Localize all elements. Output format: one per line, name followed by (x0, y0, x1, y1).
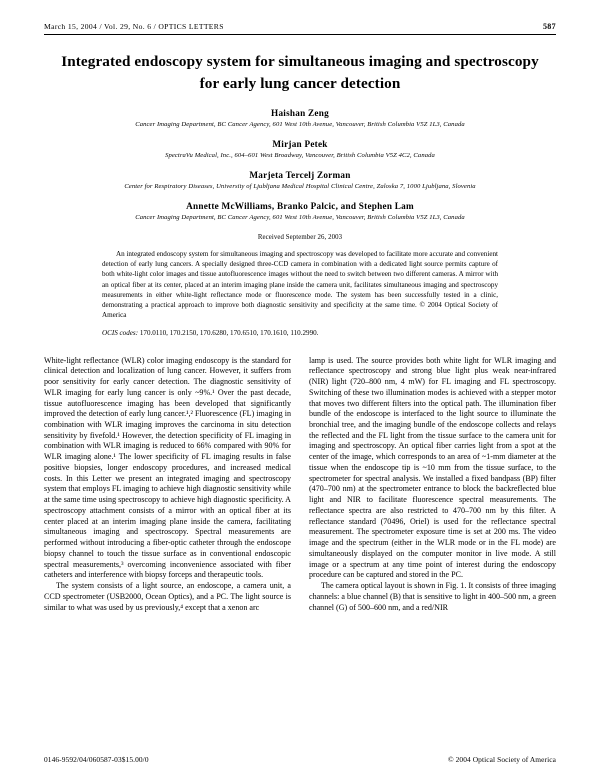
page-footer (44, 755, 556, 764)
page-title: Integrated endoscopy system for simultaneous imaging and spectroscopy for early lung cancer detection (61, 53, 539, 92)
page-number: 587 (542, 22, 556, 31)
author-affiliation: Center for Respiratory Diseases, University of Ljubljana Medical Hospital Clinical Centre, Zaloska 7, 1000 Ljubljana, Slovenia (124, 182, 476, 190)
body-paragraph: lamp is used. The source provides both white light for WLR imaging and reflectance spectroscopy and strong blue light plus weak near-infrared (NIR) light (720–800 nm, 4 mW) for FL imaging and FL spectroscopy. Switching of these two illumination modes is achieved with a stepper motor that moves two different filters into the optical path. The illumination fiber bundle of the endoscope is interfaced to the light source to illuminate the bronchial tree, and the imaging bundle of the endoscope collects and relays the reflected and the FL light from the tissue surface to the camera unit for imaging and spectroscopy. An optical fiber carries light from a spot at the center of the image, which corresponds to an area of ~1-mm diameter at the tissue when the endoscope tip is ~10 mm from the tissue surface, to the spectrometer for spectral analysis. We installed a fixed bandpass (BP) filter (470–700 nm) at the spectrometer entrance to block the backreflected blue light and NIR to facilitate fluorescence spectral measurements. The reflectance spectra are also restricted to 470–700 nm by this filter. A reflectance standard (70496, Oriel) is used for the reflectance spectral measurement. The spectrometer exposure time is set at 200 ms. The video image and the spectrum (either in the WLR mode or in the FL mode) are simultaneously displayed on the computer monitor in live mode. A still image or a spectrum at any time point of interest during the endoscopy procedure can be captured and stored in the PC. (309, 355, 556, 580)
body-paragraph: The camera optical layout is shown in Fig. 1. It consists of three imaging channels: a blue channel (B) that is sensitive to light in 400–500 nm, a green channel (G) of 500–600 nm, and a red/NIR (309, 581, 556, 612)
author-name: Annette McWilliams, Branko Palcic, and Stephen Lam (186, 200, 414, 211)
body-columns (44, 356, 556, 614)
body-column-right (309, 356, 556, 614)
author-name: Haishan Zeng (271, 108, 329, 119)
body-paragraph: The system consists of a light source, an endoscope, a camera unit, a CCD spectrometer (USB2000, Ocean Optics), and a PC. The light source is similar to what was used by us previously,⁴ except that a xenon arc (44, 581, 291, 612)
ocis-label: OCIS codes: (102, 328, 139, 337)
abstract: An integrated endoscopy system for simultaneous imaging and spectroscopy was developed to facilitate more accurate and convenient detection of early lung cancers. A specially designed three-CCD camera in combination with a dedicated light source permits capture of both white-light color images and tissue autofluorescence images without the need to switch between two different cameras. A mirror with an optical fiber at its center, placed at an interim imaging plane inside the camera unit, facilitates simultaneous imaging and spectroscopy measurements in either white-light reflectance mode or fluorescence mode. The system has been successfully tested in a clinic, demonstrating a practical approach to improve both diagnostic sensitivity and specificity at the same time. © 2004 Optical Society of America (102, 249, 498, 320)
author-affiliation: Cancer Imaging Department, BC Cancer Agency, 601 West 10th Avenue, Vancouver, British Columbia V5Z 1L3, Canada (135, 121, 465, 129)
author-affiliation: SpectraVu Medical, Inc., 604–601 West Broadway, Vancouver, British Columbia V5Z 4C2, Canada (165, 152, 435, 160)
body-column-left (44, 356, 291, 614)
author-affiliation: Cancer Imaging Department, BC Cancer Agency, 601 West 10th Avenue, Vancouver, British Columbia V5Z 1L3, Canada (135, 213, 465, 221)
body-paragraph: White-light reflectance (WLR) color imaging endoscopy is the standard for clinical detection and localization of lung cancer. However, it suffers from poor sensitivity for early cancer detection. The diagnostic sensitivity of WLR imaging for early lung cancer is only ~9%.¹ Over the past decade, tissue autofluorescence imaging has been developed that significantly improved the detection of early lung cancer.¹,² Fluorescence (FL) imaging in combination with WLR imaging improves the carcinoma in situ detection sensitivity by fivefold.¹ However, the detection specificity of FL imaging in combination with WLR imaging is reduced to 66% compared with 90% for WLR imaging alone.¹ The lower specificity of FL imaging results in false positive biopsies, longer endoscopy procedures, and increased medical costs. In this Letter we present an integrated imaging and spectroscopy system that employs FL imaging to achieve high diagnostic sensitivity while at the same time using spectroscopy to achieve high diagnostic specificity. A spectroscopy attachment consists of a mirror with an optical fiber at its center placed at an interim imaging plane inside the camera, facilitating simultaneous imaging and spectroscopy. Spectral measurements are performed without introducing a fiber-optic catheter through the endoscope biopsy channel to touch the tissue surface as in conventional endoscopic spectral measurements,³ overcoming inconvenience associated with fiber catheters and interference with biopsy forceps and therapeutic tools. (44, 355, 291, 580)
author-name: Marjeta Tercelj Zorman (249, 169, 351, 180)
author-name: Mirjan Petek (272, 139, 328, 150)
running-head (44, 22, 556, 33)
ocis-code-list: 170.0110, 170.2150, 170.6280, 170.6510, 170.1610, 110.2990. (139, 328, 319, 337)
running-head-citation: March 15, 2004 / Vol. 29, No. 6 / OPTICS LETTERS (44, 22, 224, 31)
header-rule (44, 34, 556, 35)
footer-copyright: © 2004 Optical Society of America (447, 755, 556, 764)
ocis-codes (102, 329, 498, 339)
footer-issn: 0146-9592/04/060587-03$15.00/0 (44, 755, 149, 764)
received-date: Received September 26, 2003 (257, 233, 343, 241)
